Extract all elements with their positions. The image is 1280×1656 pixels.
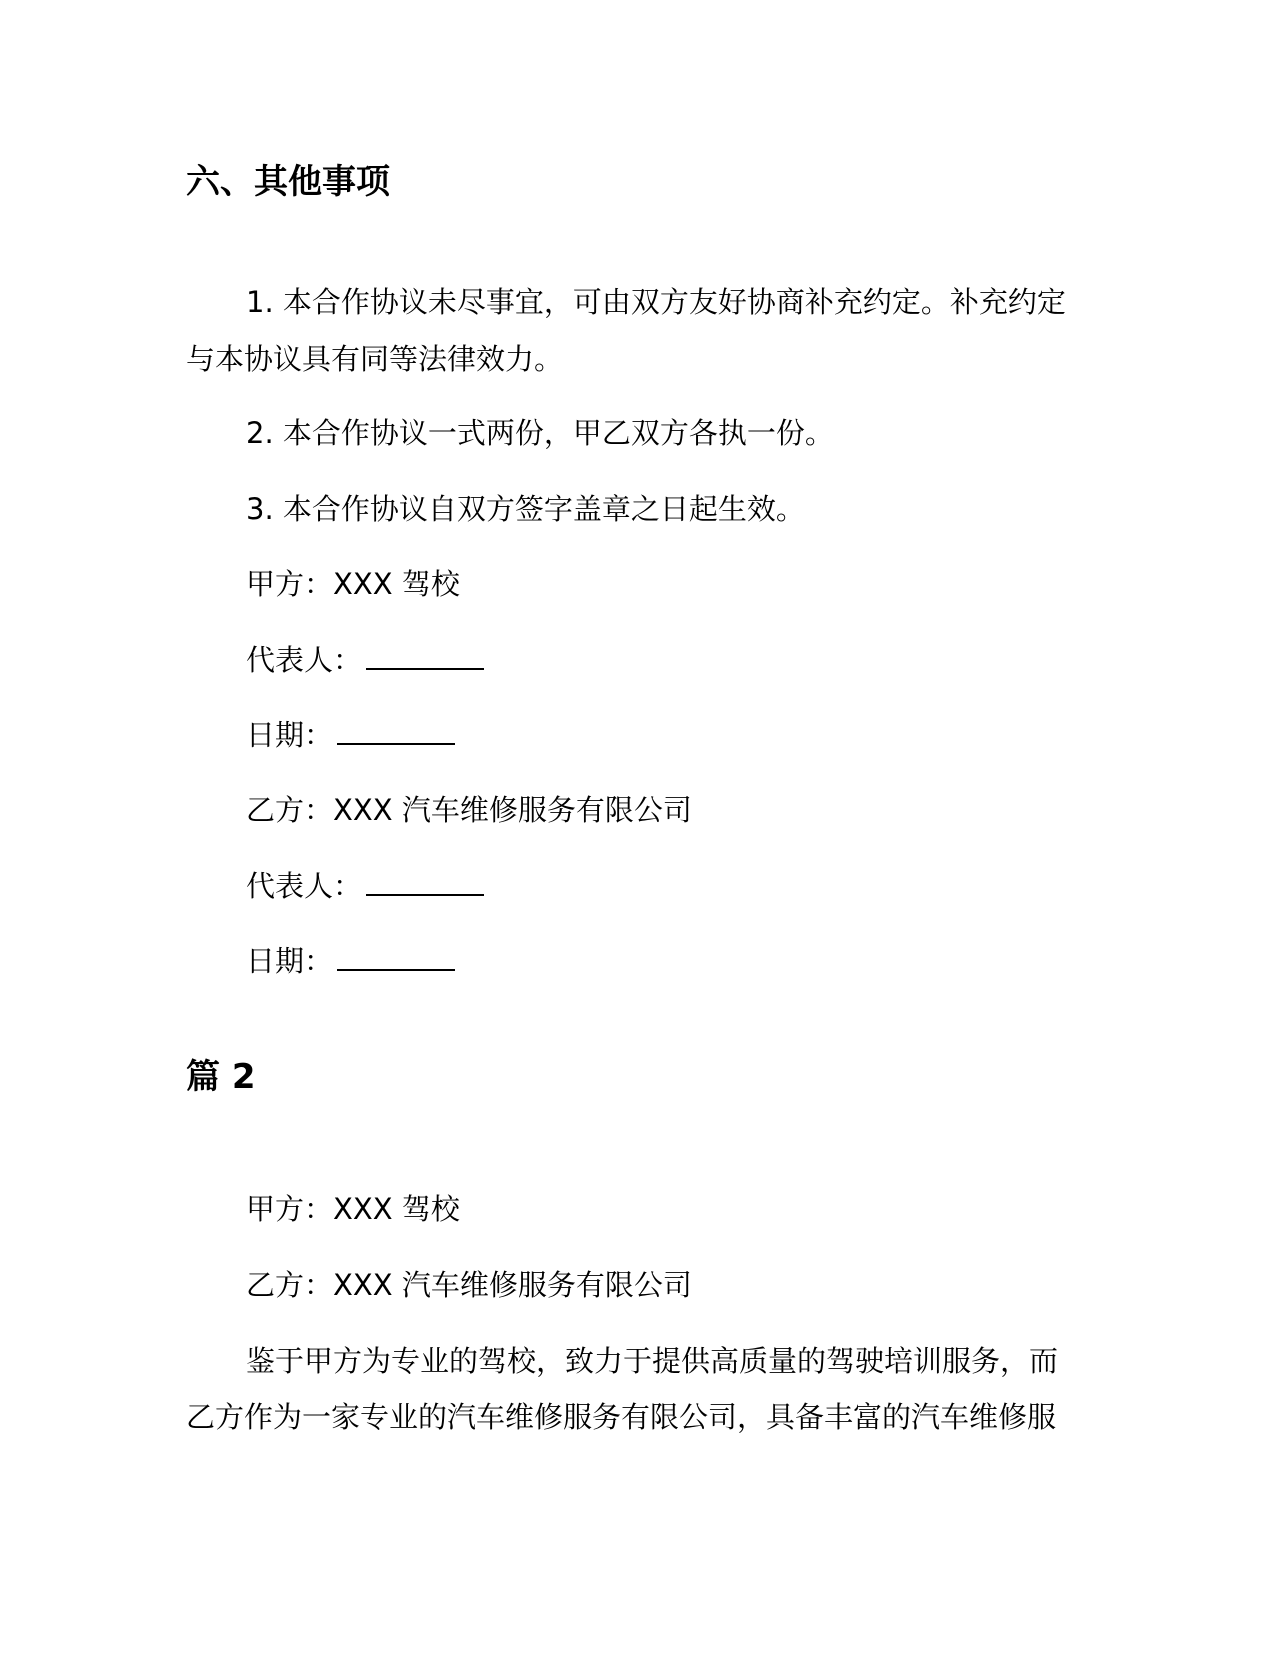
clause-1-line-1: 1. 本合作协议未尽事宜，可由双方友好协商补充约定。补充约定 xyxy=(246,285,1066,319)
representative-label: 代表人： xyxy=(246,869,363,903)
part-2-party-a: 甲方：XXX 驾校 xyxy=(246,1192,460,1226)
date-blank xyxy=(337,721,455,745)
party-a-name: 甲方：XXX 驾校 xyxy=(246,567,460,601)
party-b-date xyxy=(246,943,455,979)
part-2-party-b: 乙方：XXX 汽车维修服务有限公司 xyxy=(246,1268,692,1302)
date-blank xyxy=(337,947,455,971)
party-a-date xyxy=(246,717,455,753)
party-b-name: 乙方：XXX 汽车维修服务有限公司 xyxy=(246,793,692,827)
clause-3: 3. 本合作协议自双方签字盖章之日起生效。 xyxy=(246,492,805,526)
section-title: 六、其他事项 xyxy=(186,162,390,202)
date-label: 日期： xyxy=(246,718,334,752)
party-b-representative xyxy=(246,868,484,904)
date-label: 日期： xyxy=(246,944,334,978)
signature-blank xyxy=(366,646,484,670)
clause-1-line-2: 与本协议具有同等法律效力。 xyxy=(186,342,564,376)
signature-blank xyxy=(366,872,484,896)
clause-2: 2. 本合作协议一式两份，甲乙双方各执一份。 xyxy=(246,416,834,450)
party-a-representative xyxy=(246,642,484,678)
part-2-intro-line-2: 乙方作为一家专业的汽车维修服务有限公司，具备丰富的汽车维修服 xyxy=(186,1400,1057,1434)
representative-label: 代表人： xyxy=(246,643,363,677)
part-2-title: 篇 2 xyxy=(186,1057,256,1097)
part-2-intro-line-1: 鉴于甲方为专业的驾校，致力于提供高质量的驾驶培训服务，而 xyxy=(246,1344,1059,1378)
